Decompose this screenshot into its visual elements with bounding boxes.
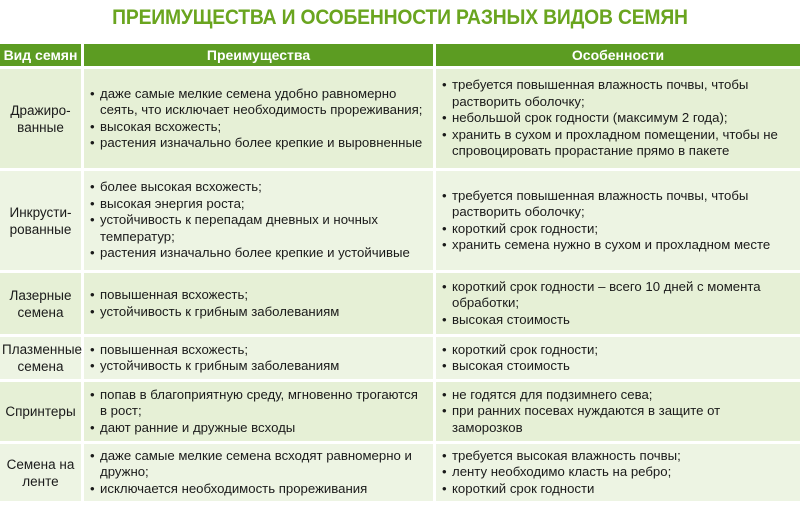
features-cell [436,66,800,168]
table-row [0,334,800,379]
list-item: • требуется повышенная влажность почвы, чтобы растворить оболочку; [442,77,794,110]
list-item: • требуется повышенная влажность почвы, чтобы растворить оболочку; [442,188,794,221]
list-item: • при ранних посевах нуждаются в защите от заморозков [442,403,794,436]
advantages-list [84,83,433,155]
features-list [436,339,800,378]
list-item: • требуется высокая влажность почвы; [442,448,794,464]
list-item: • даже самые мелкие семена всходят равномерно и дружно; [90,448,427,481]
list-item: • растения изначально более крепкие и выровненные [90,135,427,151]
table-row [0,66,800,168]
list-item: • исключается необходимость прореживания [90,481,427,497]
features-cell [436,379,800,441]
list-item: • устойчивость к грибным заболеваниям [90,304,427,320]
list-item: • короткий срок годности; [442,221,794,237]
advantages-list [84,284,433,323]
table-row [0,270,800,334]
list-item: • попав в благоприятную среду, мгновенно трогаются в рост; [90,387,427,420]
seed-type-cell [0,66,84,168]
features-list [436,276,800,331]
advantages-list [84,176,433,264]
seed-type-label: Инкрусти- рованные [9,204,72,237]
seed-comparison-table [0,44,800,501]
features-cell [436,270,800,334]
advantages-cell [84,379,436,441]
list-item: • дают ранние и дружные всходы [90,420,427,436]
page-title: ПРЕИМУЩЕСТВА И ОСОБЕННОСТИ РАЗНЫХ ВИДОВ СЕМЯН [112,6,688,29]
list-item: • ленту необходимо класть на ребро; [442,464,794,480]
advantages-cell [84,168,436,270]
seed-type-label: Лазерные семена [9,287,72,320]
seed-type-label: Спринтеры [5,404,76,419]
list-item: • даже самые мелкие семена удобно равномерно сеять, что исключает необходимость прореживания; [90,86,427,119]
list-item: • высокая стоимость [442,358,794,374]
features-list [436,185,800,257]
table-row [0,441,800,501]
features-list [436,74,800,162]
list-item: • не годятся для подзимнего сева; [442,387,794,403]
list-item: • устойчивость к перепадам дневных и ночных температур; [90,212,427,245]
features-cell [436,334,800,379]
seed-type-cell [0,168,84,270]
list-item: • хранить семена нужно в сухом и прохладном месте [442,237,794,253]
table-header-row [0,44,800,66]
header-features: Особенности [436,44,800,66]
list-item: • устойчивость к грибным заболеваниям [90,358,427,374]
seed-type-label: Дражиро- ванные [10,102,71,135]
advantages-cell [84,270,436,334]
seed-type-label: Семена на ленте [6,456,75,489]
seed-type-cell [0,270,84,334]
list-item: • хранить в сухом и прохладном помещении, чтобы не спровоцировать прорастание прямо в пакете [442,127,794,160]
list-item: • более высокая всхожесть; [90,179,427,195]
list-item: • короткий срок годности; [442,342,794,358]
features-list [436,445,800,500]
seed-type-cell [0,334,84,379]
list-item: • высокая стоимость [442,312,794,328]
features-cell [436,441,800,501]
advantages-cell [84,334,436,379]
list-item: • высокая всхожесть; [90,119,427,135]
list-item: • высокая энергия роста; [90,196,427,212]
table-row [0,168,800,270]
features-cell [436,168,800,270]
table-row [0,379,800,441]
seed-type-cell [0,379,84,441]
advantages-list [84,445,433,500]
advantages-cell [84,441,436,501]
list-item: • повышенная всхожесть; [90,287,427,303]
seed-type-label: Плазменные семена [2,342,83,374]
seed-type-cell [0,441,84,501]
header-advantages: Преимущества [84,44,436,66]
list-item: • короткий срок годности [442,481,794,497]
advantages-list [84,339,433,378]
list-item: • растения изначально более крепкие и устойчивые [90,245,427,261]
list-item: • повышенная всхожесть; [90,342,427,358]
advantages-list [84,384,433,439]
header-seed-type: Вид семян [0,44,84,66]
list-item: • короткий срок годности – всего 10 дней с момента обработки; [442,279,794,312]
advantages-cell [84,66,436,168]
list-item: • небольшой срок годности (максимум 2 года); [442,110,794,126]
features-list [436,384,800,439]
